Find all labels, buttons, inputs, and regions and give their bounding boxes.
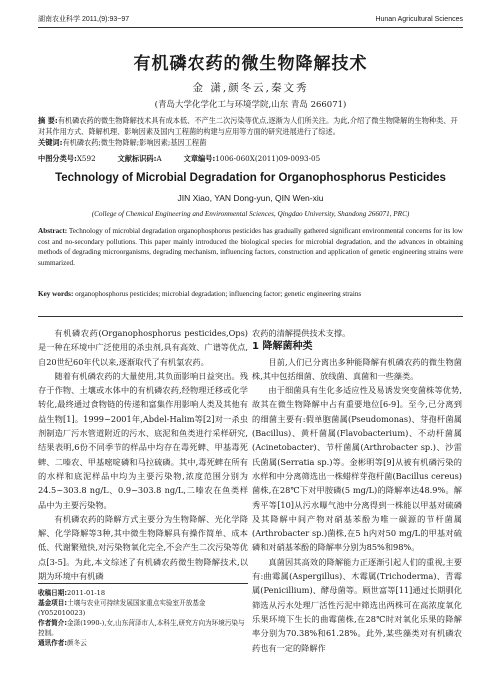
keywords-cn-label: 关键词: bbox=[38, 138, 63, 147]
doc-value: A bbox=[156, 154, 162, 163]
abstract-en-label: Abstract: bbox=[38, 227, 68, 235]
keywords-en-text: organophosphorus pesticides; microbial degradation; influencing factor; genetic engineering strains bbox=[75, 290, 362, 298]
abstract-en-text: Technology of microbial degradation organophosphorus pesticides has gradually gathered significant environmental concerns for its low cost and no-secondary pollutions. This paper mainly introduced the biological species for microbial degradation, and the advances in obtaining methods of degrading microorganisms, degrading mechanism, influencing factors, construction and application of genetic engineering strains were summarized. bbox=[38, 227, 463, 267]
keywords-cn-text: 有机磷农药;微生物降解;影响因素;基因工程菌 bbox=[62, 138, 207, 147]
article-number bbox=[184, 154, 321, 164]
body-column-left bbox=[38, 326, 248, 583]
received-value: 2011-01-18 bbox=[67, 589, 106, 597]
keywords-en bbox=[38, 289, 463, 300]
keywords-en-label: Key words: bbox=[38, 290, 74, 298]
author-label: 作者简介: bbox=[38, 619, 68, 627]
abstract-cn-text: 有机磷农药的微生物降解技术具有成本低、不产生二次污染等优点,逐渐为人们所关注。为此,介绍了微生物降解的生物种类、开对其作用方式、降解机理、影响因素及国内工程菌的构建与应用等方面的研究进展进行了综述。 bbox=[38, 116, 458, 136]
doc-code bbox=[118, 154, 162, 164]
body-paragraph-continued: 农药的清解提供技术支撑。 bbox=[252, 328, 351, 338]
clc-value: X592 bbox=[76, 154, 96, 163]
body-column-right bbox=[252, 326, 462, 655]
art-value: 1006-060X(2011)09-0093-05 bbox=[215, 154, 321, 163]
author-value: 金潇(1990-),女,山东菏泽市人,本科生,研究方向为环境污染与控制。 bbox=[38, 619, 245, 637]
abstract-cn bbox=[38, 115, 463, 148]
footnote-fund bbox=[38, 598, 248, 618]
footnote-corresponding bbox=[38, 638, 248, 648]
classification-row bbox=[38, 154, 463, 164]
abstract-en bbox=[38, 226, 463, 268]
clc-label: 中图分类号: bbox=[38, 154, 77, 163]
footnote bbox=[38, 583, 248, 648]
title-cn: 有机磷农药的微生物降解技术 bbox=[133, 54, 368, 74]
clc-number bbox=[38, 154, 96, 164]
body-paragraph: 随着有机磷农药的大量使用,其负面影响日益突出。残存于作物、土壤或水体中的有机磷农药,经物理迁移或化学转化,最终通过食物链的传递和富集作用影响人类及其他有益生物[1]。1999~2001年,Abdel-Halim等[2]对一杀虫剂制造厂污水管道附近的污水、底泥和鱼类进行采样研究,结果表明,6份不同季节的样品中均存在毒死蜱、甲基毒死蜱、二嗪农、甲基嘧啶磷和马拉硫磷。其中,毒死蜱在所有的水样和底泥样品中均为主要污染物,浓度范围分别为24.5~303.8 ng/L、0.9~303.8 ng/L,二嗪农在鱼类样品中为主要污染物。 bbox=[38, 370, 248, 510]
body-paragraph: 有机磷农药的降解方式主要分为生物降解、光化学降解、化学降解等3种,其中微生物降解具有操作简单、成本低、代谢繁殖快,对污染物氧化完全,不会产生二次污染等优点[3-5]。为此,本文综述了有机磷农药微生物降解技术,以期为环境中有机磷 bbox=[38, 513, 248, 582]
section-heading: 1 降解菌种类 bbox=[252, 341, 313, 353]
art-label: 文章编号: bbox=[183, 154, 216, 163]
authors-cn: 金 潇,颜冬云,秦文秀 bbox=[192, 82, 309, 94]
affiliation-en: (College of Chemical Engineering and Environmental Sciences, Qingdao University, Shandong 266071, PRC) bbox=[91, 210, 410, 218]
corr-value: 颜冬云 bbox=[67, 639, 87, 647]
section-divider bbox=[38, 316, 463, 317]
journal-citation: 湖南农业科学 2011,(9):93~97 bbox=[38, 16, 130, 23]
fund-label: 基金项目: bbox=[38, 599, 68, 607]
body-paragraph: 真菌因其高效的降解能力正逐渐引起人们的重视,主要有:曲霉属(Aspergillus)、木霉属(Trichoderma)、青霉属(Penicillium)、酵母菌等。顾世富等[11]通过长期驯化筛选从污水处理厂活性污泥中筛选出两株可在高浓度氧化乐果环境下生长的曲霉菌株,在28℃时对氧化乐果的降解率分别为70.38%和61.28%。此外,某些藻类对有机磷农药也有一定的降解作 bbox=[252, 556, 462, 653]
corr-label: 通讯作者: bbox=[38, 639, 68, 647]
abstract-cn-label: 摘 要: bbox=[38, 116, 58, 125]
title-en: Technology of Microbial Degradation for Organophosphorus Pesticides bbox=[55, 172, 446, 184]
body-paragraph: 有机磷农药(Organophosphorus pesticides,Ops)是一种在环境中广泛使用的杀虫剂,具有高效、广谱等优点,自20世纪60年代以来,逐渐取代了有机氯农药。 bbox=[38, 328, 248, 367]
fund-value: 土壤与农业可持续发展国家重点实验室开放基金(Y052010023) bbox=[38, 599, 206, 617]
body-paragraph: 由于细菌具有生化多适应性及易诱发突变菌株等优势,故其在微生物降解中占有重要地位[6-9]。至今,已分离到的细菌主要有:假单胞菌属(Pseudomonas)、芽孢杆菌属(Bacillus)、黄杆菌属(Flavobacterium)、不动杆菌属(Acinetobacter)、节杆菌属(Arthrobacter sp.)、沙雷氏菌属(Serratia sp.)等。金彬明等[9]从被有机磷污染的水样和中分离筛选出一株蜡样芽孢杆菌(Bacillus cereus)菌株,在28℃下对甲胺磷(5 mg/L)的降解率达48.9%。解秀平等[10]从污水曝气池中分离得到一株能以甲基对硫磷及其降解中间产物对硝基苯酚为唯一碳源的节杆菌属(Arthrobacter sp.)菌株,在5 h内对50 mg/L的甲基对硫磷和对硝基苯酚的降解率分别为85%和98%。 bbox=[252, 385, 462, 553]
footnote-author bbox=[38, 618, 248, 638]
doc-label: 文献标识码: bbox=[117, 154, 157, 163]
journal-name-en: Hunan Agricultural Sciences bbox=[375, 15, 463, 23]
authors-en: JIN Xiao, YAN Dong-yun, QIN Wen-xiu bbox=[177, 193, 324, 203]
affiliation-cn: (青岛大学化学化工与环境学院,山东 青岛 266071) bbox=[154, 100, 347, 110]
footnote-received bbox=[38, 588, 248, 598]
received-label: 收稿日期: bbox=[38, 589, 68, 597]
body-paragraph: 目前,人们已分离出多种能降解有机磷农药的微生物菌株,其中包括细菌、放线菌、真菌和一些藻类。 bbox=[252, 356, 462, 381]
running-header bbox=[38, 13, 463, 28]
